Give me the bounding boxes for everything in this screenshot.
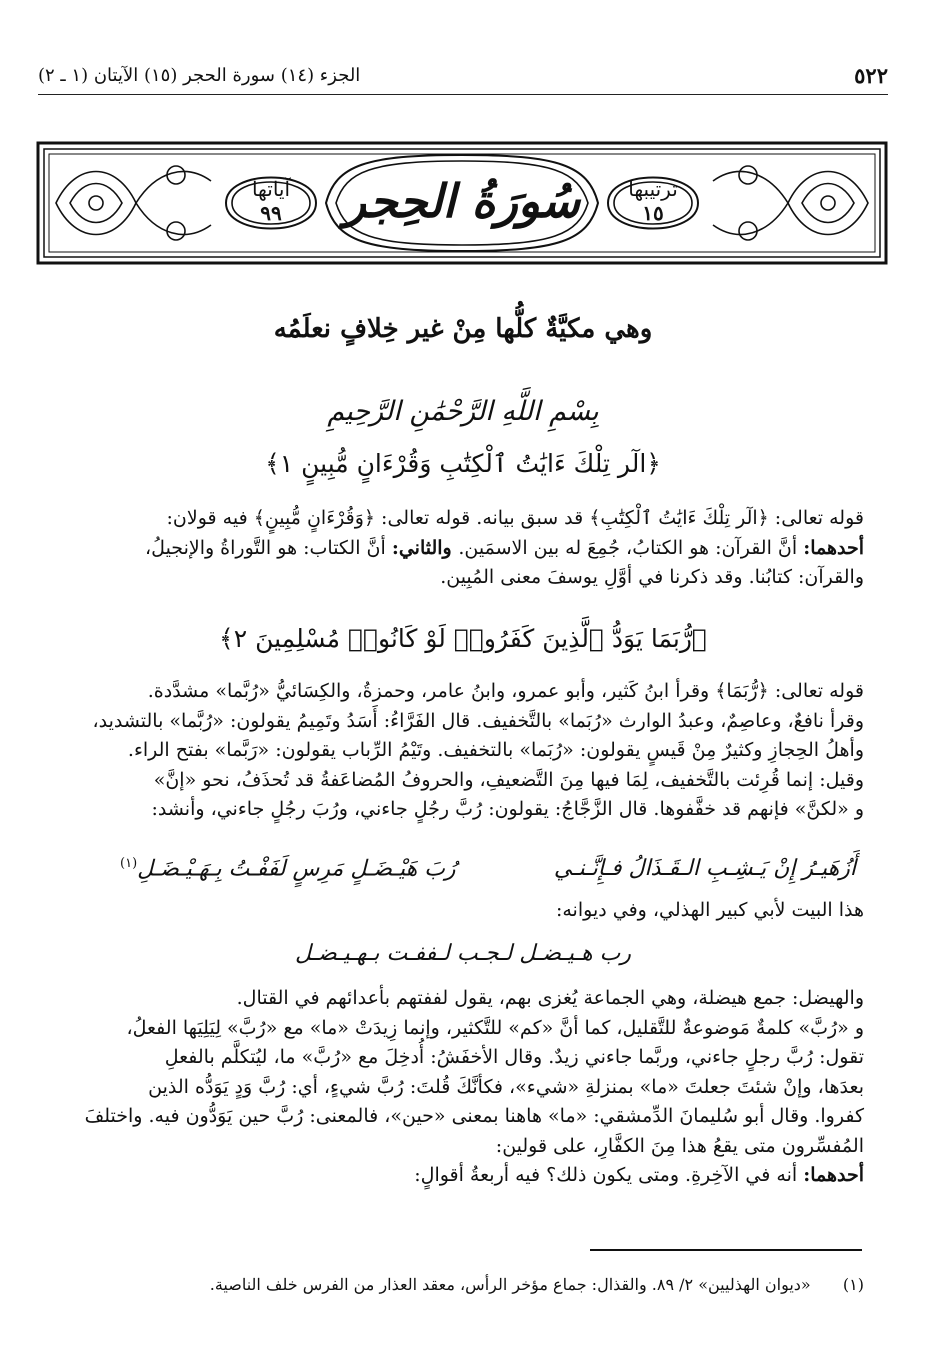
text-line: تقول: رُبَّ رجلٍ جاءني، وربَّما جاءني زيدٌ. وقال الأخفَشُ: أُدخِلَ مع «رُبَّ» ما، ليُتكلَّم بالفعلِ	[164, 1046, 864, 1068]
header-rule	[38, 94, 888, 95]
text-span: أنَّ القرآن: هو الكتابُ، جُمِعَ له بين الاسمَين.	[458, 536, 804, 559]
poem-hemistich-1: أَزُهَيـرُ إِنْ يَـشِـبِ الـقَـذَالُ فـإِنَّـنـي	[553, 856, 856, 881]
text-line: قوله تعالى: ﴿رُّبَمَا﴾ وقرأ ابنُ كَثير، وأبو عمرو، وابنُ عامر، وحمزةُ، والكِسَائيُّ «رُبَّما» مشدَّدة.	[147, 680, 864, 702]
order-medallion	[613, 177, 693, 225]
bold-label: أحدهما:	[803, 1164, 864, 1186]
commentary-paragraph-1	[40, 504, 864, 593]
verses-value: ٩٩	[260, 201, 282, 225]
text-line: وقرأ نافعٌ، وعاصِمٌ، وعبدُ الوارث «رُبَما» بالتَّخفيف. قال الفَرَّاءُ: أَسَدُ وتَمِيمُ يقولون: «رُبَّما» بالتشديد،	[92, 709, 864, 732]
text-line	[40, 534, 864, 564]
text-line: وأهلُ الحِجازِ وكثيرٌ مِنْ قَيسٍ يقولون: «رُبَما» بالتخفيف. وتَيْمُ الرِّباب يقولون: «رَبَّما» بفتح الراء.	[127, 739, 864, 761]
text-line: قوله تعالى: ﴿الٓر تِلْكَ ءَايَٰتُ ٱلْكِتَٰبِ﴾ قد سبق بيانه. قوله تعالى: ﴿وَقُرْءَانٍ مُّبِينٍ﴾ فيه قولان:	[166, 507, 864, 529]
basmala: بِسْمِ اللَّهِ الرَّحْمَٰنِ الرَّحِيمِ	[327, 396, 599, 427]
poem-verse-2: رب هـيـضـل لـجـب لـففـت بـهـيـضـل	[295, 941, 631, 966]
text-line: و «لكنَّ» فإنهم قد خفَّفوها. قال الزَّجَّاجُ: يقولون: رُبَّ رجُلٍ جاءني، ورُبَ رجُلٍ جاءني، وأنشد:	[151, 798, 864, 820]
quran-verse-1: ﴿الٓر تِلْكَ ءَايَٰتُ ٱلْكِتَٰبِ وَقُرْءَانٍ مُّبِينٍ ١﴾	[265, 449, 661, 478]
text-line-after-poem: هذا البيت لأبي كبير الهذلي، وفي ديوانه:	[555, 899, 864, 921]
text-line: بعدَها، وإنْ شئتَ جعلتَ «ما» بمنزلةِ «شيء»، فكأنَّكَ قُلتَ: رُبَّ شيءٍ، أي: رُبَّ وَدٍ يَوَدُّه الذين	[148, 1075, 864, 1098]
footnote-text: «ديوان الهذليين» ٢/ ٨٩. والقذال: جماع مؤخر الرأس، معقد العذار من الفرس خلف الناصية.	[209, 1275, 811, 1294]
quran-verse-2: ﴿رُّبَمَا يَوَدُّ ٱلَّذِينَ كَفَرُوا۟ لَوْ كَانُوا۟ مُسْلِمِينَ ٢﴾	[219, 624, 707, 653]
commentary-paragraph-3	[40, 984, 864, 1191]
text-span: أنَّ الكتاب: هو التَّوراةُ والإنجيلُ،	[145, 536, 392, 559]
hemistich-text: رُبَ هَيْـضَـلٍ مَرِسٍ لَفَفْـتُ بِـهَـيْـضَـلِ	[137, 856, 456, 882]
commentary-paragraph-2	[40, 677, 864, 825]
verses-label: آياتها	[251, 177, 291, 201]
text-line: كفروا. وقال أبو سُليمانَ الدِّمشقي: «ما» هاهنا بمعنى «حين»، فالمعنى: رُبَّ حين يَوَدُّون فيه. واختلفَ	[84, 1105, 864, 1127]
text-line: والقرآن: كتابُنا. وقد ذكرنا في أوَّلِ يوسفَ معنى المُبِين.	[440, 566, 864, 588]
footnote-rule	[590, 1249, 862, 1251]
text-line: و «رُبَّ» كلمةٌ مَوضوعةٌ للتَّقليل، كما أنَّ «كم» للتَّكثير، وإنما زِيدَتْ «ما» مع «رُبَّ» لِيَلِيَها الفعلُ،	[126, 1016, 864, 1039]
footnote-marker: (١)	[842, 1275, 864, 1294]
text-line: وقيل: إنما قُرِئت بالتَّخفيف، لِمَا فيها مِنَ التَّضعيفِ، والحروفُ المُضاعَفةُ قد تُحذَفُ، نحو «إنَّ»	[153, 768, 864, 791]
order-label: ترتيبها	[628, 177, 678, 201]
footnote	[40, 1275, 864, 1294]
running-title: الجزء (١٤) سورة الحجر (١٥) الآيتان (١ ـ ٢)	[38, 64, 361, 86]
surah-name: سُورَةُ الحِجر	[343, 174, 581, 228]
surah-banner	[36, 141, 888, 265]
bold-label: والثاني:	[391, 536, 459, 559]
poem-verse-1	[120, 856, 856, 881]
footnote-reference: (١)	[120, 856, 138, 871]
text-line	[40, 1161, 864, 1191]
surah-subtitle: وهي مكيَّةٌ كلُّها مِنْ غير خِلافٍ نعلَمُه	[273, 314, 653, 344]
running-head	[38, 62, 888, 88]
verse-count-medallion	[231, 177, 311, 225]
text-line: والهيضل: جمع هيضلة، وهي الجماعة يُغزى بهم، يقول لففتهم بأعدائهم في القتال.	[236, 987, 864, 1009]
page-number: ٥٢٢	[854, 62, 888, 88]
text-span: أنه في الآخِرةِ. ومتى يكون ذلك؟ فيه أربعةُ أقوالٍ:	[414, 1164, 804, 1186]
order-value: ١٥	[642, 201, 664, 225]
text-line: المُفسِّرون متى يقعُ هذا مِنَ الكفَّارِ، على قولين:	[495, 1134, 864, 1157]
poem-hemistich-2	[120, 856, 456, 881]
bold-label: أحدهما:	[803, 536, 864, 559]
